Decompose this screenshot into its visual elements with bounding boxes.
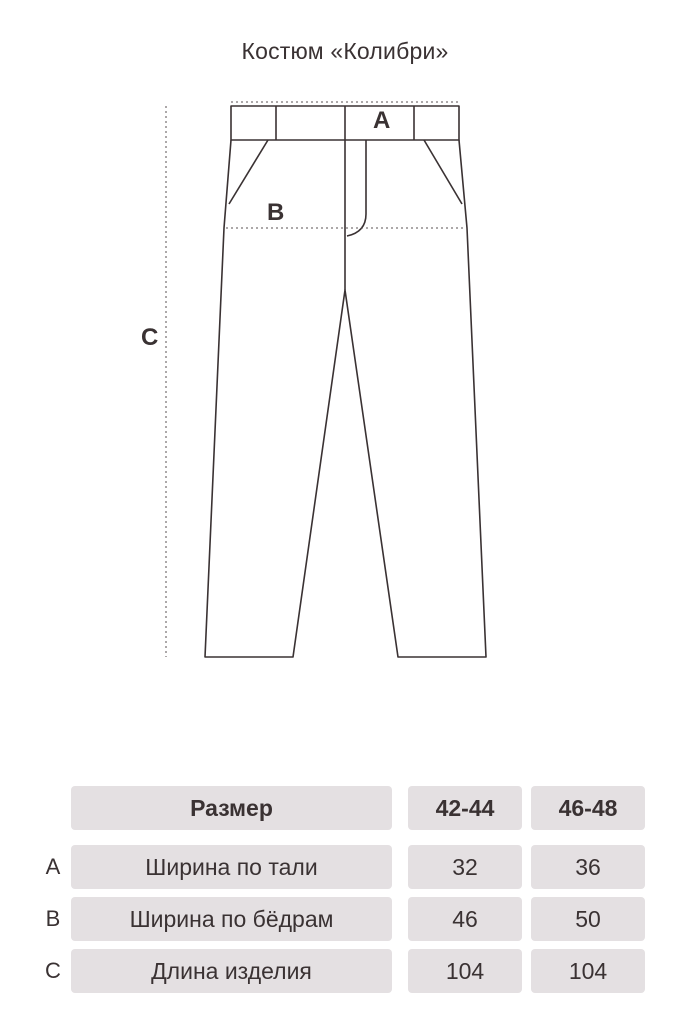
- row-a-value-1: 32: [408, 845, 522, 889]
- row-a-value-2: 36: [531, 845, 645, 889]
- row-c-value-2: 104: [531, 949, 645, 993]
- row-label-hips: Ширина по бёдрам: [71, 897, 392, 941]
- right-pocket: [424, 140, 462, 204]
- row-marker-c: C: [45, 958, 61, 983]
- row-b-value-1: 46: [408, 897, 522, 941]
- row-label-waist: Ширина по тали: [71, 845, 392, 889]
- fly-stitch: [347, 140, 366, 236]
- header-label: Размер: [71, 786, 392, 830]
- left-pocket: [229, 140, 268, 204]
- header-size-2: 46-48: [531, 786, 645, 830]
- row-b-value-2: 50: [531, 897, 645, 941]
- row-marker-b: B: [45, 906, 61, 931]
- row-c-value-1: 104: [408, 949, 522, 993]
- marker-a: A: [373, 107, 391, 134]
- marker-b: B: [267, 199, 285, 226]
- header-size-1: 42-44: [408, 786, 522, 830]
- row-marker-a: A: [45, 854, 61, 879]
- row-label-length: Длина изделия: [71, 949, 392, 993]
- marker-c: C: [141, 324, 159, 351]
- page-title: Костюм «Колибри»: [241, 38, 449, 64]
